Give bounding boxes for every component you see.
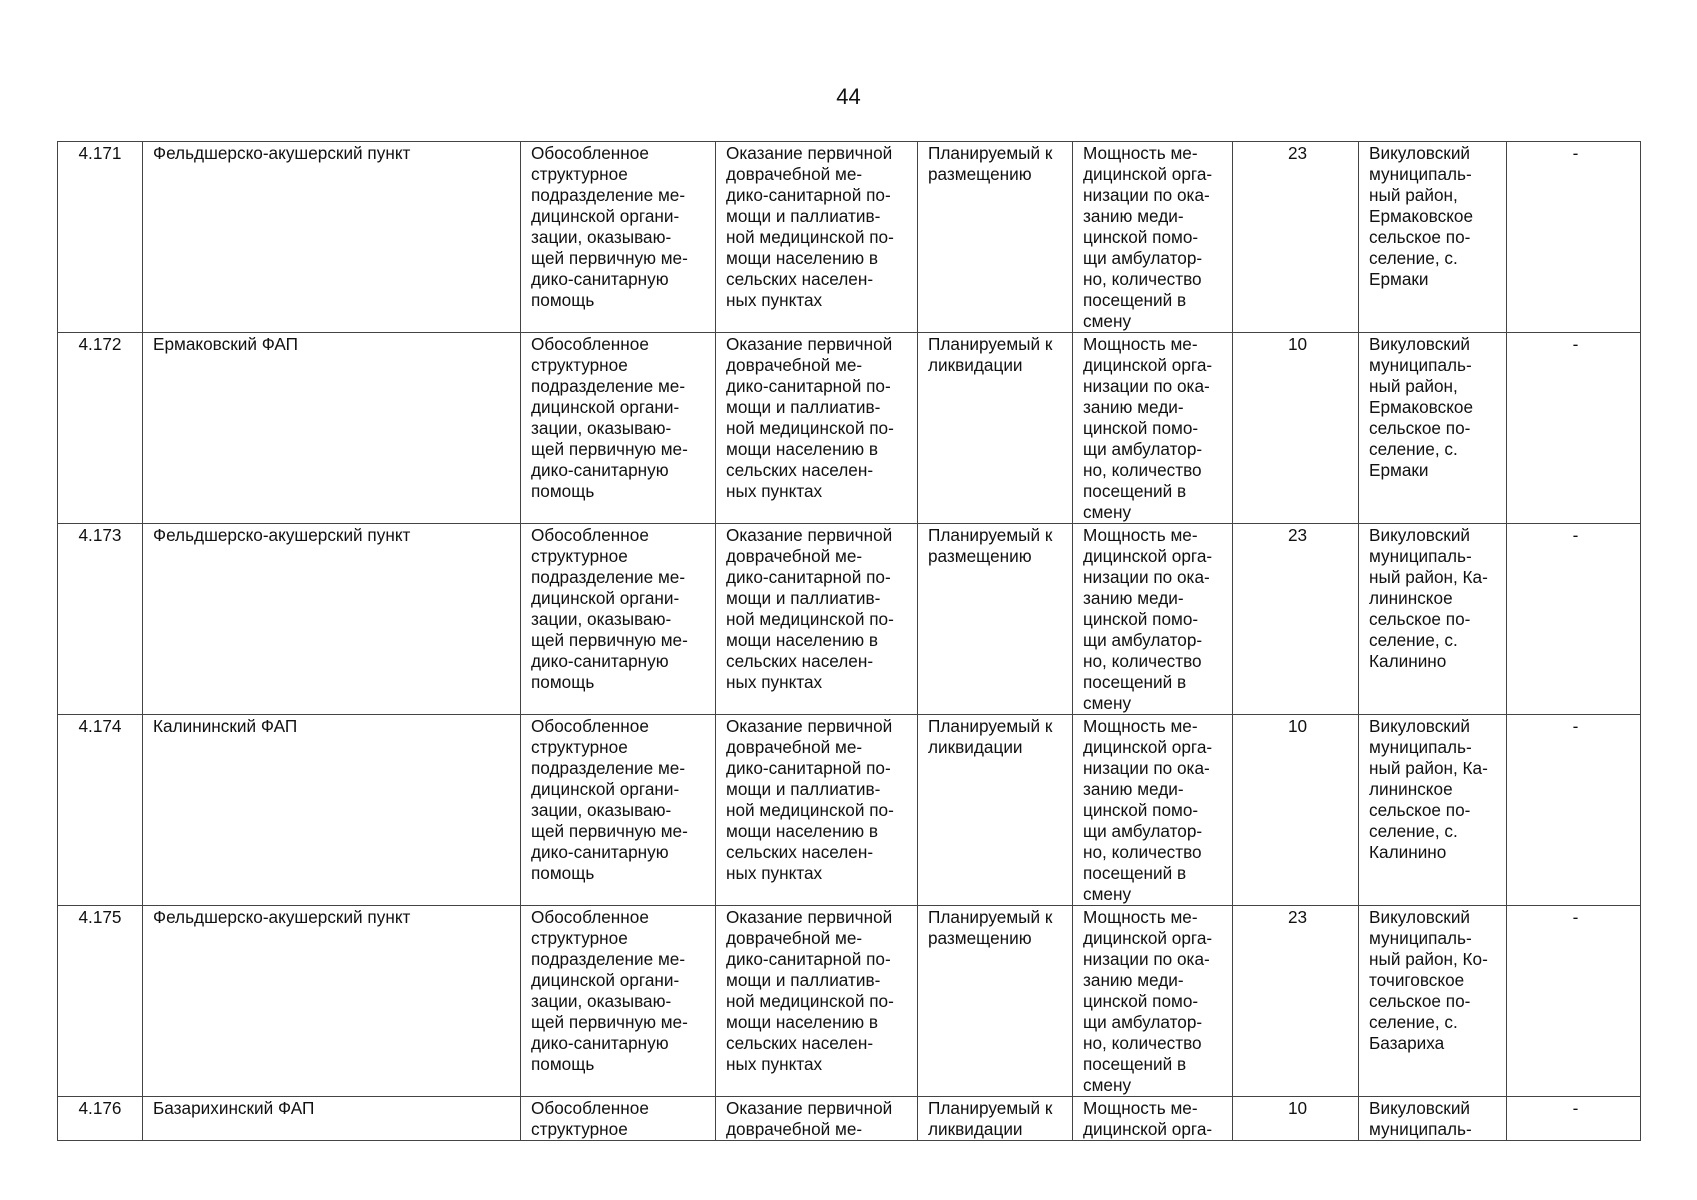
cell-object-type: Обособленное структурное подразделение ме- дицинской органи- зации, оказываю- щей первичную ме- дико-санитарную помощь <box>521 524 716 715</box>
cell-object-status: Планируемый к размещению <box>918 142 1073 333</box>
cell-object-purpose: Оказание первичной доврачебной ме- дико-санитарной по- мощи и паллиатив- ной медицинской по- мощи населению в сельских населен- ных пунктах <box>716 715 918 906</box>
cell-location: Викуловский муниципаль- ный район, Ермаковское сельское по- селение, с. Ермаки <box>1359 142 1507 333</box>
cell-object-name: Фельдшерско-акушерский пункт <box>143 524 521 715</box>
cell-value: 23 <box>1233 524 1359 715</box>
cell-object-purpose: Оказание первичной доврачебной ме- дико-санитарной по- мощи и паллиатив- ной медицинской по- мощи населению в сельских населен- ных пунктах <box>716 524 918 715</box>
cell-object-name: Ермаковский ФАП <box>143 333 521 524</box>
table-row <box>58 333 1641 524</box>
cell-object-name: Базарихинский ФАП <box>143 1097 521 1141</box>
cell-object-status: Планируемый к ликвидации <box>918 1097 1073 1141</box>
cell-characteristic: Мощность ме- дицинской орга- низации по ока- занию меди- цинской помо- щи амбулатор- но, количество посещений в смену <box>1073 715 1233 906</box>
cell-object-type: Обособленное структурное подразделение ме- дицинской органи- зации, оказываю- щей первичную ме- дико-санитарную помощь <box>521 906 716 1097</box>
cell-characteristic: Мощность ме- дицинской орга- <box>1073 1097 1233 1141</box>
cell-number: 4.172 <box>58 333 143 524</box>
cell-number: 4.176 <box>58 1097 143 1141</box>
cell-number: 4.171 <box>58 142 143 333</box>
cell-location: Викуловский муниципаль- <box>1359 1097 1507 1141</box>
table-row <box>58 142 1641 333</box>
cell-value: 23 <box>1233 906 1359 1097</box>
cell-characteristic: Мощность ме- дицинской орга- низации по ока- занию меди- цинской помо- щи амбулатор- но, количество посещений в смену <box>1073 906 1233 1097</box>
cell-location: Викуловский муниципаль- ный район, Ка- лининское сельское по- селение, с. Калинино <box>1359 715 1507 906</box>
cell-characteristic: Мощность ме- дицинской орга- низации по ока- занию меди- цинской помо- щи амбулатор- но, количество посещений в смену <box>1073 142 1233 333</box>
cell-zone: - <box>1507 524 1641 715</box>
cell-object-purpose: Оказание первичной доврачебной ме- <box>716 1097 918 1141</box>
cell-object-status: Планируемый к ликвидации <box>918 715 1073 906</box>
cell-zone: - <box>1507 142 1641 333</box>
cell-number: 4.175 <box>58 906 143 1097</box>
cell-zone: - <box>1507 1097 1641 1141</box>
cell-location: Викуловский муниципаль- ный район, Ка- лининское сельское по- селение, с. Калинино <box>1359 524 1507 715</box>
cell-value: 10 <box>1233 333 1359 524</box>
cell-object-type: Обособленное структурное подразделение ме- дицинской органи- зации, оказываю- щей первичную ме- дико-санитарную помощь <box>521 142 716 333</box>
cell-object-purpose: Оказание первичной доврачебной ме- дико-санитарной по- мощи и паллиатив- ной медицинской по- мощи населению в сельских населен- ных пунктах <box>716 333 918 524</box>
cell-zone: - <box>1507 715 1641 906</box>
cell-value: 23 <box>1233 142 1359 333</box>
cell-object-name: Фельдшерско-акушерский пункт <box>143 906 521 1097</box>
cell-number: 4.173 <box>58 524 143 715</box>
cell-object-status: Планируемый к ликвидации <box>918 333 1073 524</box>
cell-location: Викуловский муниципаль- ный район, Ермаковское сельское по- селение, с. Ермаки <box>1359 333 1507 524</box>
page-number: 44 <box>836 84 861 109</box>
cell-characteristic: Мощность ме- дицинской орга- низации по ока- занию меди- цинской помо- щи амбулатор- но, количество посещений в смену <box>1073 524 1233 715</box>
cell-value: 10 <box>1233 715 1359 906</box>
objects-table <box>57 141 1641 1141</box>
table-row <box>58 1097 1641 1141</box>
cell-zone: - <box>1507 906 1641 1097</box>
table-row <box>58 524 1641 715</box>
cell-object-name: Фельдшерско-акушерский пункт <box>143 142 521 333</box>
cell-object-type: Обособленное структурное подразделение ме- дицинской органи- зации, оказываю- щей первичную ме- дико-санитарную помощь <box>521 715 716 906</box>
table-body <box>58 142 1641 1141</box>
cell-object-type: Обособленное структурное подразделение ме- дицинской органи- зации, оказываю- щей первичную ме- дико-санитарную помощь <box>521 333 716 524</box>
cell-object-type: Обособленное структурное <box>521 1097 716 1141</box>
table-row <box>58 906 1641 1097</box>
cell-object-name: Калининский ФАП <box>143 715 521 906</box>
cell-zone: - <box>1507 333 1641 524</box>
cell-number: 4.174 <box>58 715 143 906</box>
table-row <box>58 715 1641 906</box>
cell-location: Викуловский муниципаль- ный район, Ко- точиговское сельское по- селение, с. Базариха <box>1359 906 1507 1097</box>
cell-characteristic: Мощность ме- дицинской орга- низации по ока- занию меди- цинской помо- щи амбулатор- но, количество посещений в смену <box>1073 333 1233 524</box>
cell-object-purpose: Оказание первичной доврачебной ме- дико-санитарной по- мощи и паллиатив- ной медицинской по- мощи населению в сельских населен- ных пунктах <box>716 142 918 333</box>
cell-object-status: Планируемый к размещению <box>918 524 1073 715</box>
cell-object-status: Планируемый к размещению <box>918 906 1073 1097</box>
cell-value: 10 <box>1233 1097 1359 1141</box>
cell-object-purpose: Оказание первичной доврачебной ме- дико-санитарной по- мощи и паллиатив- ной медицинской по- мощи населению в сельских населен- ных пунктах <box>716 906 918 1097</box>
